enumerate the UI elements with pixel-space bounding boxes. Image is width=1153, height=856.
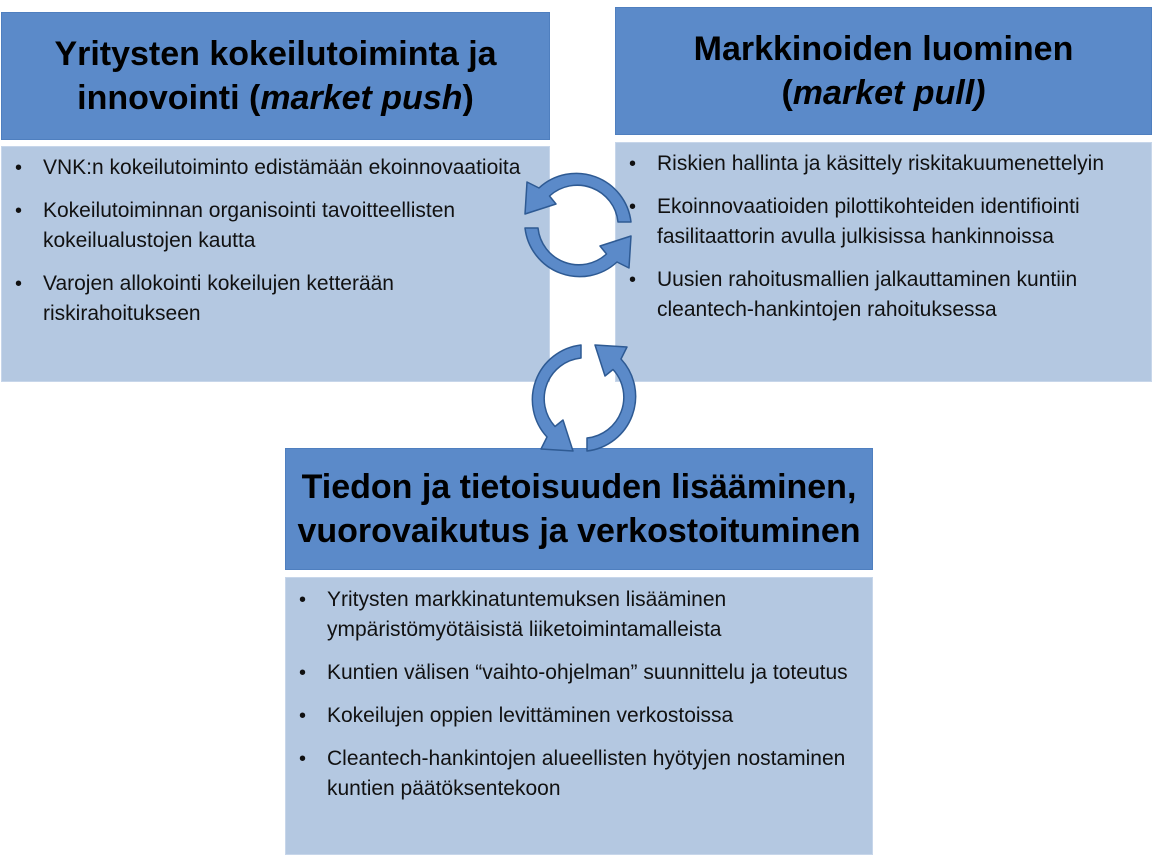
cycle-arrows-icon [515, 172, 640, 287]
cycle-arrow-left-icon [587, 345, 636, 451]
pull-list [616, 149, 1141, 325]
push-list [2, 153, 529, 329]
knowledge-header [285, 448, 873, 570]
pull-title-line1: Markkinoiden luominen [693, 30, 1074, 68]
push-body [1, 146, 550, 382]
pull-item: • Riskien hallinta ja käsittely riskitakuumenettelyin [616, 149, 1141, 179]
push-item: • Kokeilutoiminnan organisointi tavoitteellisten kokeilualustojen kautta [2, 196, 529, 256]
knowledge-body [285, 577, 873, 855]
knowledge-item: • Cleantech-hankintojen alueellisten hyötyjen nostaminen kuntien päätöksentekoon [286, 744, 852, 804]
push-title-italic: market push [260, 79, 463, 117]
cycle-arrows-vertical-icon [520, 342, 645, 457]
knowledge-item: • Kuntien välisen “vaihto-ohjelman” suunnittelu ja toteutus [286, 658, 852, 688]
pull-title-italic: market pull) [792, 74, 986, 112]
push-header [1, 12, 550, 140]
push-title-line1: Yritysten kokeilutoiminta ja [54, 35, 497, 73]
knowledge-title-line2: vuorovaikutus ja verkostoituminen [297, 512, 861, 550]
cycle-arrow-right-icon [532, 345, 581, 451]
pull-header [615, 7, 1152, 135]
cycle-arrow-bottom-icon [525, 228, 631, 277]
knowledge-item: • Kokeilujen oppien levittäminen verkostoissa [286, 701, 852, 731]
cycle-arrow-top-icon [525, 173, 631, 222]
knowledge-title-line1: Tiedon ja tietoisuuden lisääminen, [301, 468, 857, 506]
push-item: • Varojen allokointi kokeilujen ketterään riskirahoitukseen [2, 269, 529, 329]
knowledge-item: • Yritysten markkinatuntemuksen lisääminen ympäristömyötäisistä liiketoimintamalleista [286, 585, 852, 645]
knowledge-list [286, 585, 852, 804]
pull-item: • Ekoinnovaatioiden pilottikohteiden identifiointi fasilitaattorin avulla julkisissa hankinnoissa [616, 192, 1141, 252]
pull-title-line2: (market pull) [781, 74, 986, 112]
pull-item: • Uusien rahoitusmallien jalkauttaminen kuntiin cleantech-hankintojen rahoituksessa [616, 265, 1141, 325]
pull-body [615, 142, 1152, 382]
push-title-line2: innovointi (market push) [77, 79, 474, 117]
push-item: • VNK:n kokeilutoiminto edistämään ekoinnovaatioita [2, 153, 529, 183]
